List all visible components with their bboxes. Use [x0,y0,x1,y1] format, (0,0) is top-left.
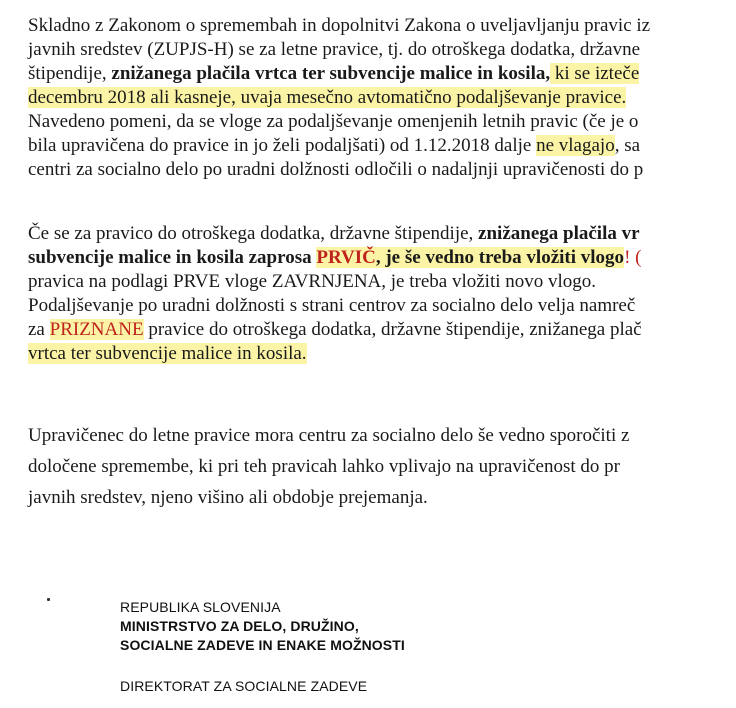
text-segment: za [28,319,50,340]
ministry-name-line1: MINISTRSTVO ZA DELO, DRUŽINO, [120,618,359,634]
text-line: pravica na podlagi PRVE vloge ZAVRNJENA, je treba vložiti novo vlogo. [28,271,597,292]
text-line [28,246,736,270]
text-line [28,342,736,366]
text-line [28,134,736,158]
directorate-name: DIREKTORAT ZA SOCIALNE ZADEVE [120,678,368,694]
text-line: javnih sredstev, njeno višino ali obdobje prejemanja. [28,487,428,508]
highlighted-text: vrtca ter subvencije malice in kosila. [28,343,307,364]
text-line: Upravičenec do letne pravice mora centru za socialno delo še vedno sporočiti z [28,425,630,446]
text-line: določene spremembe, ki pri teh pravicah lahko vplivajo na upravičenost do pr [28,456,620,477]
text-segment: štipendije, [28,63,112,84]
highlighted-text: ki se izteče [550,63,640,84]
highlighted-text: decembru 2018 ali kasneje, uvaja mesečno avtomatično podaljševanje pravice. [28,87,627,108]
paragraph-notification-duty [28,420,736,513]
text-line [28,222,736,246]
bold-text: znižanega plačila vr [478,223,640,244]
bold-text: subvencije malice in kosila zaprosa [28,247,317,268]
text-line: javnih sredstev (ZUPJS-H) se za letne pravice, tj. do otroškega dodatka, državne [28,39,641,60]
text-line: centri za socialno delo po uradni dolžnosti odločili o nadaljnji upravičenosti do p [28,159,644,180]
highlighted-text: ne vlagajo [536,135,615,156]
ministry-name-line2: SOCIALNE ZADEVE IN ENAKE MOŽNOSTI [120,637,405,653]
text-segment: , sa [614,135,641,156]
text-line [28,62,736,86]
text-segment: Če se za pravico do otroškega dodatka, državne štipendije, [28,223,479,244]
text-segment: pravice do otroškega dodatka, državne štipendije, znižanega plač [143,319,642,340]
paragraph-first-application [28,222,736,366]
highlighted-bold-text: , je še vedno treba vložiti vlogo [375,247,625,268]
text-line: Podaljševanje po uradni dolžnosti s strani centrov za socialno delo velja namreč [28,295,636,316]
paragraph-auto-renewal [28,14,736,182]
red-text: ! ( [624,247,642,268]
bold-text: znižanega plačila vrtca ter subvencije malice in kosila, [111,63,551,84]
highlighted-emphasis-text: PRIZNANE [49,319,144,340]
bullet-mark [47,598,50,601]
text-line [28,86,736,110]
highlighted-emphasis-text: PRVIČ [316,247,376,268]
ministry-signature-block [120,598,405,696]
text-line: Skladno z Zakonom o spremembah in dopolnitvi Zakona o uveljavljanju pravic iz [28,15,651,36]
text-line: Navedeno pomeni, da se vloge za podaljševanje omenjenih letnih pravic (če je o [28,111,639,132]
text-line [28,318,736,342]
country-name: REPUBLIKA SLOVENIJA [120,599,281,615]
text-segment: bila upravičena do pravice in jo želi podaljšati) od 1.12.2018 dalje [28,135,537,156]
